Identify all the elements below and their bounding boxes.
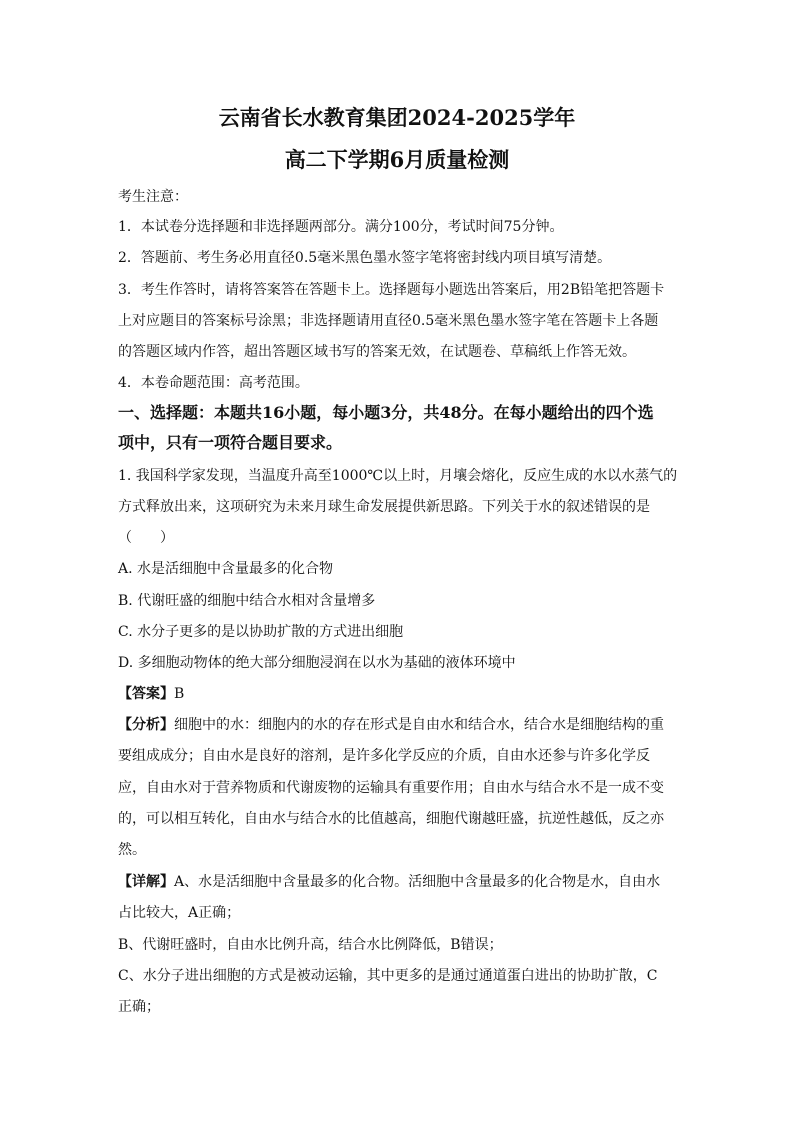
notice-item: 2．答题前、考生务必用直径0.5毫米黑色墨水签字笔将密封线内项目填写清楚。 [118,250,612,266]
analysis-label: 【分析】 [118,717,174,733]
detail-text: C、水分子进出细胞的方式是被动运输，其中更多的是通过通道蛋白进出的协助扩散，C [118,968,658,984]
option-a: A. 水是活细胞中含量最多的化合物 [118,561,334,577]
detail-label: 【详解】 [118,874,174,890]
notice-item: 上对应题目的答案标号涂黑；非选择题请用直径0.5毫米黑色墨水签字笔在答题卡上各题 [118,313,659,329]
notice-item: 1．本试卷分选择题和非选择题两部分。满分100分，考试时间75分钟。 [118,219,564,235]
detail-text: 占比较大，A正确； [118,905,241,921]
question-stem: 1. 我国科学家发现，当温度升高至1000℃以上时，月壤会熔化，反应生成的水以水蒸气的 [118,468,678,484]
analysis-line [118,714,678,736]
detail-text: A、水是活细胞中含量最多的化合物。活细胞中含量最多的化合物是水，自由水 [174,874,661,890]
option-c: C. 水分子更多的是以协助扩散的方式进出细胞 [118,624,404,640]
answer-label: 【答案】 [118,686,174,702]
exam-title-line-1: 云南省长水教育集团2024-2025学年 [218,105,576,130]
question-blank: （ ） [118,530,174,546]
detail-text: 正确； [118,999,160,1015]
notice-item: 4．本卷命题范围：高考范围。 [118,375,309,391]
notice-heading: 考生注意： [118,189,188,205]
analysis-text: 应，自由水对于营养物质和代谢废物的运输具有重要作用；自由水与结合水不是一成不变 [118,780,664,796]
detail-line [118,871,678,893]
notice-item: 3．考生作答时，请将答案答在答题卡上。选择题每小题选出答案后，用2B铅笔把答题卡 [118,282,665,298]
option-b: B. 代谢旺盛的细胞中结合水相对含量增多 [118,593,376,609]
analysis-text: 的，可以相互转化，自由水与结合水的比值越高，细胞代谢越旺盛，抗逆性越低，反之亦 [118,811,664,827]
answer-line [118,683,678,705]
analysis-text: 要组成成分；自由水是良好的溶剂，是许多化学反应的介质，自由水还参与许多化学反 [118,748,650,764]
analysis-text: 然。 [118,842,146,858]
detail-text: B、代谢旺盛时，自由水比例升高，结合水比例降低，B错误； [118,937,503,953]
exam-title-line-2: 高二下学期6月质量检测 [284,147,510,172]
section-heading: 项中，只有一项符合题目要求。 [118,433,343,452]
notice-item: 的答题区域内作答，超出答题区域书写的答案无效，在试题卷、草稿纸上作答无效。 [118,344,636,360]
analysis-text: 细胞中的水：细胞内的水的存在形式是自由水和结合水，结合水是细胞结构的重 [174,717,664,733]
option-d: D. 多细胞动物体的绝大部分细胞浸润在以水为基础的液体环境中 [118,655,516,671]
answer-value: B [174,686,185,702]
question-stem: 方式释放出来，这项研究为未来月球生命发展提供新思路。下列关于水的叙述错误的是 [118,499,650,515]
section-heading: 一、选择题：本题共16小题，每小题3分，共48分。在每小题给出的四个选 [118,403,654,422]
